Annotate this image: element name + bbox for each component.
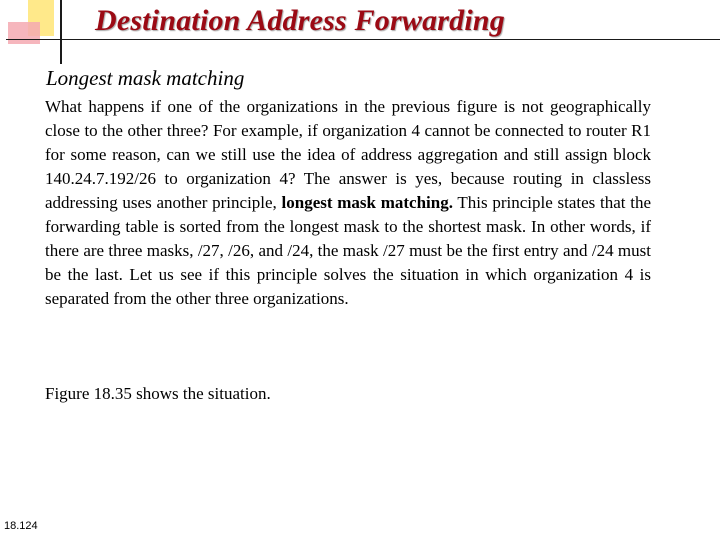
slide-title: Destination Address Forwarding: [95, 4, 505, 37]
figure-reference: Figure 18.35 shows the situation.: [45, 384, 271, 403]
decorative-horizontal-line: [6, 39, 720, 40]
decorative-pink-block: [8, 22, 40, 44]
slide-subheading: Longest mask matching: [46, 66, 245, 90]
paragraph-bold-term: longest mask matching.: [281, 193, 453, 212]
body-paragraph: [45, 95, 651, 311]
paragraph-text-end: This principle states that the forwarding table is sorted from the longest mask to the shortest mask. In other words, if there are three masks, /27, /26, and /24, the mask /27 must be the first entry and /24 must be the last. Let us see if this principle solves the situation in which organization 4 is separated from the other three organizations.: [45, 193, 651, 308]
slide-number: 18.124: [4, 520, 38, 532]
decorative-vertical-line: [60, 0, 62, 64]
paragraph-text-start: What happens if one of the organizations in the previous figure is not geographically close to the other three? For example, if organization 4 cannot be connected to router R1 for some reason, can we still use the idea of address aggregation and still assign block 140.24.7.192/26 to organization 4? The answer is yes, because routing in classless addressing uses another principle,: [45, 97, 651, 212]
